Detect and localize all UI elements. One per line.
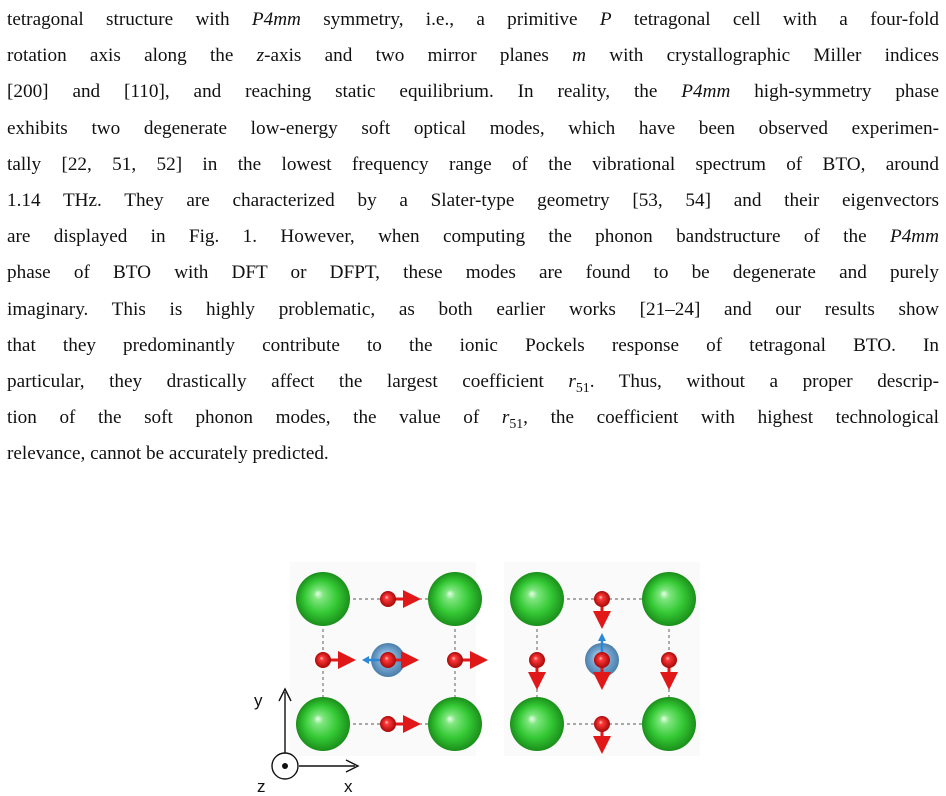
- text-line: [7, 400, 939, 436]
- y-axis-label: y: [254, 691, 263, 710]
- text-run: tion of the soft phonon modes, the value of: [7, 407, 502, 429]
- text-run: high-symmetry phase: [730, 81, 940, 103]
- text-run: that they predominantly contribute to the ionic Pockels response of tetragonal BTO. In: [7, 334, 939, 356]
- math-symbol: r: [501, 407, 510, 429]
- ba-atom: [642, 697, 696, 751]
- math-symbol: P4mm: [681, 81, 731, 103]
- text-line: [7, 255, 939, 291]
- text-run: tetragonal cell with a four-fold: [611, 9, 940, 30]
- mode-panel-left-atoms: [296, 572, 482, 751]
- text-line: [7, 74, 939, 110]
- body-paragraph: [7, 2, 939, 472]
- text-run: tally [22, 51, 52] in the lowest frequency range of the vibrational spectrum of BTO, around: [7, 153, 939, 175]
- text-run: exhibits two degenerate low-energy soft optical modes, which have been observed experimen-: [7, 117, 939, 139]
- text-run: 1.14 THz. They are characterized by a Slater-type geometry [53, 54] and their eigenvectors: [7, 189, 939, 211]
- subscript: 51: [509, 415, 524, 431]
- text-run: particular, they drastically affect the largest coefficient: [7, 370, 569, 392]
- ba-atom: [642, 572, 696, 626]
- math-symbol: r: [568, 370, 576, 392]
- text-run: relevance, cannot be accurately predicted.: [7, 443, 329, 465]
- text-run: [200] and [110], and reaching static equilibrium. In reality, the: [7, 81, 682, 103]
- x-axis-label: x: [344, 777, 353, 796]
- text-run: -axis and two mirror planes: [264, 45, 573, 67]
- text-line: [7, 183, 939, 219]
- text-line: [7, 147, 939, 183]
- z-axis-label: z: [257, 777, 266, 796]
- text-run: symmetry, i.e., a primitive: [300, 9, 600, 30]
- text-line: [7, 292, 939, 328]
- text-line: [7, 328, 939, 364]
- text-line: [7, 111, 939, 147]
- text-run: tetragonal structure with: [7, 9, 252, 30]
- ba-atom: [428, 572, 482, 626]
- text-run: with crystallographic Miller indices: [585, 45, 939, 67]
- ba-atom: [296, 697, 350, 751]
- text-run: , the coefficient with highest technological: [523, 407, 939, 429]
- ba-atom: [428, 697, 482, 751]
- text-run: phase of BTO with DFT or DFPT, these modes are found to be degenerate and purely: [7, 262, 939, 284]
- math-symbol: P4mm: [889, 226, 939, 248]
- math-symbol: z: [256, 45, 265, 67]
- mode-panel-right-atoms: [510, 572, 696, 751]
- math-symbol: P: [599, 9, 612, 30]
- ba-atom: [510, 697, 564, 751]
- subscript: 51: [575, 379, 590, 395]
- text-run: rotation axis along the: [7, 45, 257, 67]
- math-symbol: m: [572, 45, 586, 67]
- text-run: imaginary. This is highly problematic, as both earlier works [21–24] and our results show: [7, 298, 939, 320]
- text-line: [7, 436, 939, 472]
- text-line: [7, 2, 939, 38]
- text-run: . Thus, without a proper descrip-: [589, 370, 939, 392]
- text-line: [7, 38, 939, 74]
- text-line: [7, 219, 939, 255]
- ba-atom: [510, 572, 564, 626]
- ba-atom: [296, 572, 350, 626]
- math-symbol: P4mm: [251, 9, 301, 30]
- figure-1: [240, 556, 710, 796]
- text-line: [7, 364, 939, 400]
- text-run: are displayed in Fig. 1. However, when computing the phonon bandstructure of the: [7, 226, 890, 248]
